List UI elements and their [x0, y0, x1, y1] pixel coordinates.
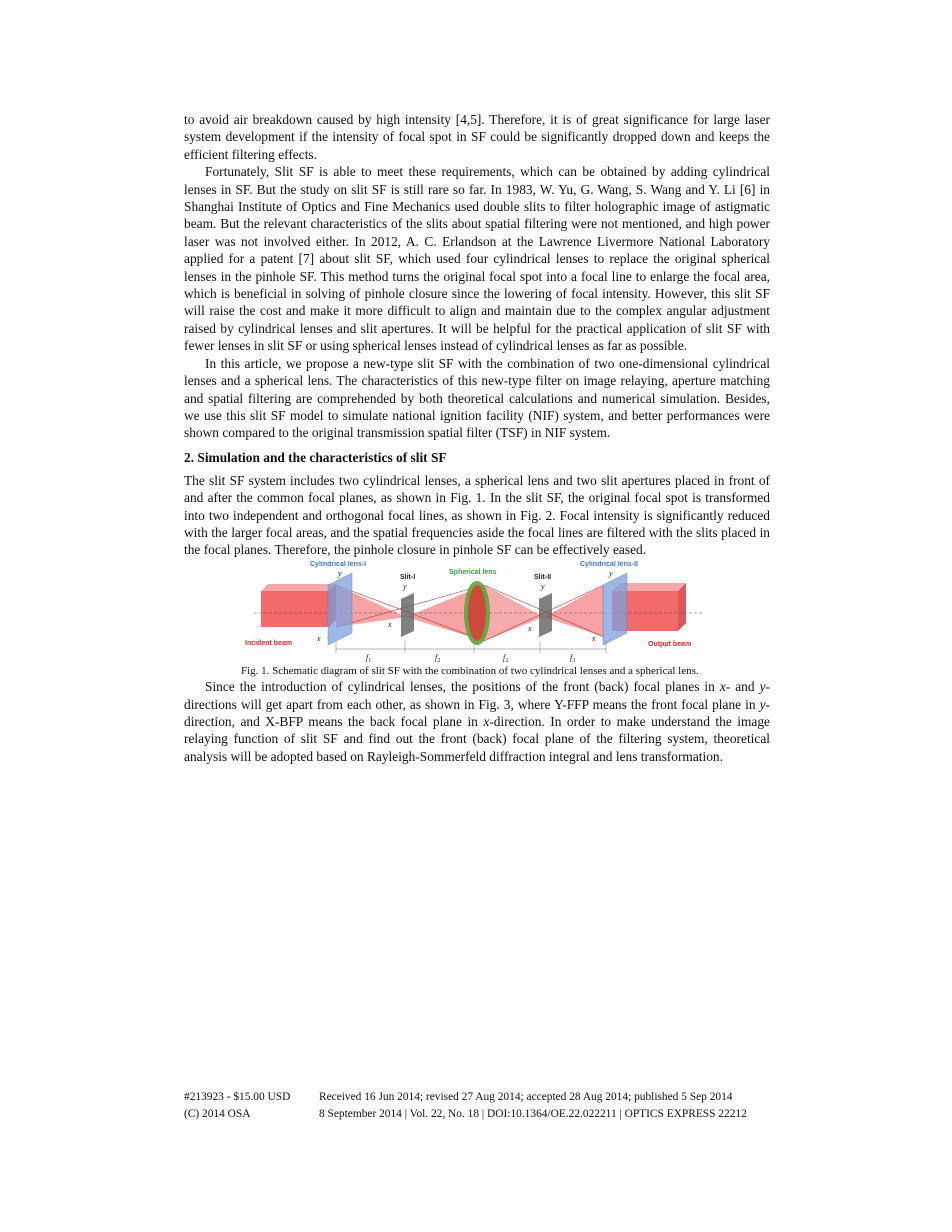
- footer-id-price: #213923 - $15.00 USD: [184, 1091, 291, 1103]
- distance-f1: $f_1$: [366, 652, 372, 663]
- slit-2: [539, 593, 552, 637]
- cylindrical-lens-1: [328, 573, 352, 645]
- paragraph-4: The slit SF system includes two cylindrical lenses, a spherical lens and two slit apertures placed in front of and after the common focal planes, as shown in Fig. 1. In the slit SF, the original focal spot is transformed into two independent and orthogonal focal lines, as shown in Fig. 2. Focal intensity is significantly reduced with the larger focal areas, and the spatial frequencies aside the focal lines are filtered with the slits placed in the focal planes. Therefore, the pinhole closure in pinhole SF can be effectively eased.: [184, 472, 770, 558]
- paragraph-5: Since the introduction of cylindrical lenses, the positions of the front (back) focal planes in x- and y-directions will get apart from each other, as shown in Fig. 3, where Y-FFP means the front focal plane in y-direction, and X-BFP means the back focal plane in x-direction. In order to make understand the image relaying function of slit SF and find out the front (back) focal plane of the filtering system, theoretical analysis will be adopted based on Rayleigh-Sommerfeld diffraction integral and lens transformation.: [184, 679, 770, 764]
- figure-1-caption: Fig. 1. Schematic diagram of slit SF with the combination of two cylindrical lenses and a spherical lens.: [241, 664, 699, 677]
- label-cylindrical-lens-1: Cylindrical lens-I: [310, 560, 367, 568]
- incident-beam-front: [261, 591, 329, 627]
- page-footer: [184, 1089, 772, 1123]
- spherical-lens: [466, 583, 488, 643]
- beam-cone-4: [544, 585, 604, 637]
- label-slit-1: Slit-I: [400, 573, 416, 581]
- label-slit-2: Slit-II: [534, 573, 552, 581]
- distance-f2-a: $f_2$: [435, 652, 441, 663]
- axis-x-slit1: x: [388, 619, 392, 629]
- distance-f2-b: $f_2$: [503, 652, 509, 663]
- paragraph-1: to avoid air breakdown caused by high intensity [4,5]. Therefore, it is of great significance for large laser system development if the intensity of focal spot in SF could be significantly dropped down and keeps the efficient filtering effects.: [184, 112, 770, 162]
- figure-1: [184, 561, 770, 663]
- axis-x-slit2: x: [528, 623, 532, 633]
- axis-y-slit1: y: [403, 581, 407, 591]
- footer-copyright: (C) 2014 OSA: [184, 1108, 251, 1120]
- label-output-beam: Output beam: [648, 640, 692, 648]
- label-incident-beam: Incident beam: [245, 639, 293, 647]
- axis-y-slit2: y: [541, 581, 545, 591]
- label-cylindrical-lens-2: Cylindrical lens-II: [580, 560, 638, 568]
- axis-y-cyl2: y: [609, 568, 613, 578]
- footer-citation: 8 September 2014 | Vol. 22, No. 18 | DOI:10.1364/OE.22.022211 | OPTICS EXPRESS 22212: [319, 1108, 747, 1120]
- label-spherical-lens: Spherical lens: [449, 568, 497, 576]
- cylindrical-lens-2: [603, 573, 627, 645]
- footer-row-1: [184, 1089, 772, 1106]
- distance-f3: $f_3$: [570, 652, 576, 663]
- incident-beam-block: [261, 584, 336, 591]
- paragraph-3: In this article, we propose a new-type slit SF with the combination of two one-dimensional cylindrical lenses and a spherical lens. The characteristics of this new-type filter on image relaying, aperture matching and spatial filtering are comprehended by both theoretical calculations and numerical simulation. Besides, we use this slit SF model to simulate national ignition facility (NIF) system, and better performances were shown compared to the original transmission spatial filter (TSF) in NIF system.: [184, 355, 770, 441]
- axis-x-cyl1: x: [317, 633, 321, 643]
- page-content: [184, 111, 770, 765]
- footer-dates: Received 16 Jun 2014; revised 27 Aug 2014; accepted 28 Aug 2014; published 5 Sep 2014: [319, 1091, 733, 1103]
- axis-y-cyl1: y: [338, 568, 342, 578]
- footer-row-2: [184, 1106, 772, 1123]
- slit-1: [401, 593, 414, 637]
- slit-sf-diagram: [184, 561, 770, 663]
- section-heading: 2. Simulation and the characteristics of slit SF: [184, 449, 447, 465]
- paragraph-2: Fortunately, Slit SF is able to meet these requirements, which can be obtained by adding cylindrical lenses in SF. But the study on slit SF is still rare so far. In 1983, W. Yu, G. Wang, S. Wang and Y. Li [6] in Shanghai Institute of Optics and Fine Mechanics used double slits to filter holographic image of astigmatic beam. But the relevant characteristics of the slits about spatial filtering were not mentioned, and high power laser was not involved either. In 2012, A. C. Erlandson at the Lawrence Livermore National Laboratory applied for a patent [7] about slit SF, which used four cylindrical lenses to replace the original spherical lenses in the pinhole SF. This method turns the original focal spot into a focal line to enlarge the focal area, which is beneficial in solving of pinhole closure since the lowering of focal intensity. However, this slit SF will raise the cost and make it more difficult to align and maintain due to the complex angular adjustment raised by cylindrical lenses and slit apertures. It will be helpful for the practical application of slit SF with fewer lenses in slit SF or using spherical lenses instead of cylindrical lenses as far as possible.: [184, 164, 770, 354]
- axis-x-cyl2: x: [592, 633, 596, 643]
- output-beam-side: [678, 583, 686, 631]
